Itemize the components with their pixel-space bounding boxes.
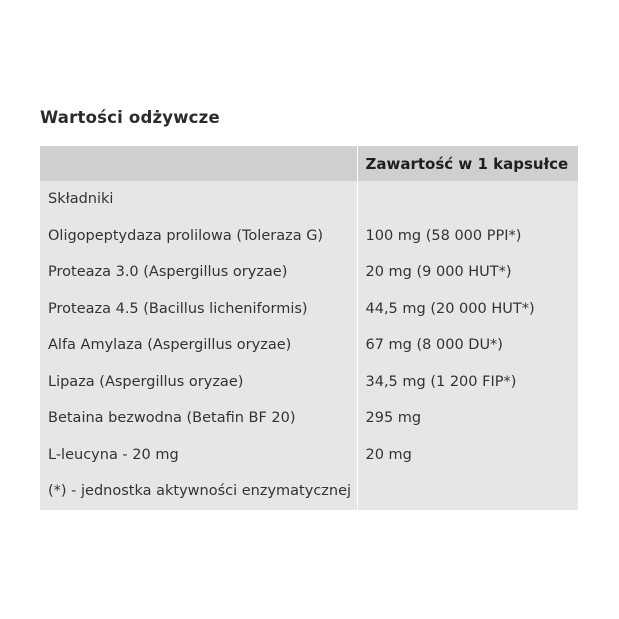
amount-cell bbox=[357, 473, 578, 510]
table-header-row bbox=[40, 146, 578, 181]
amount-cell: 67 mg (8 000 DU*) bbox=[357, 327, 578, 364]
ingredient-cell: Lipaza (Aspergillus oryzae) bbox=[40, 364, 357, 401]
table-row bbox=[40, 400, 578, 437]
amount-cell: 20 mg (9 000 HUT*) bbox=[357, 254, 578, 291]
table-header-ingredient bbox=[40, 146, 357, 181]
ingredient-cell: L-leucyna - 20 mg bbox=[40, 437, 357, 474]
table-row bbox=[40, 254, 578, 291]
ingredient-cell: Oligopeptydaza prolilowa (Toleraza G) bbox=[40, 218, 357, 255]
table-header-amount: Zawartość w 1 kapsułce bbox=[357, 146, 578, 181]
amount-cell: 20 mg bbox=[357, 437, 578, 474]
amount-cell: 34,5 mg (1 200 FIP*) bbox=[357, 364, 578, 401]
table-row bbox=[40, 364, 578, 401]
section-title: Wartości odżywcze bbox=[40, 108, 220, 127]
ingredient-cell: Betaina bezwodna (Betafin BF 20) bbox=[40, 400, 357, 437]
ingredient-cell: Składniki bbox=[40, 181, 357, 218]
table-row bbox=[40, 473, 578, 510]
table-row bbox=[40, 218, 578, 255]
table-row bbox=[40, 437, 578, 474]
ingredient-cell: Proteaza 4.5 (Bacillus licheniformis) bbox=[40, 291, 357, 328]
amount-cell bbox=[357, 181, 578, 218]
amount-cell: 100 mg (58 000 PPI*) bbox=[357, 218, 578, 255]
ingredient-cell: Proteaza 3.0 (Aspergillus oryzae) bbox=[40, 254, 357, 291]
table-row bbox=[40, 291, 578, 328]
amount-cell: 44,5 mg (20 000 HUT*) bbox=[357, 291, 578, 328]
amount-cell: 295 mg bbox=[357, 400, 578, 437]
table-row bbox=[40, 181, 578, 218]
nutrition-table bbox=[40, 146, 578, 510]
footnote-cell: (*) - jednostka aktywności enzymatycznej bbox=[40, 473, 357, 510]
ingredient-cell: Alfa Amylaza (Aspergillus oryzae) bbox=[40, 327, 357, 364]
table-row bbox=[40, 327, 578, 364]
